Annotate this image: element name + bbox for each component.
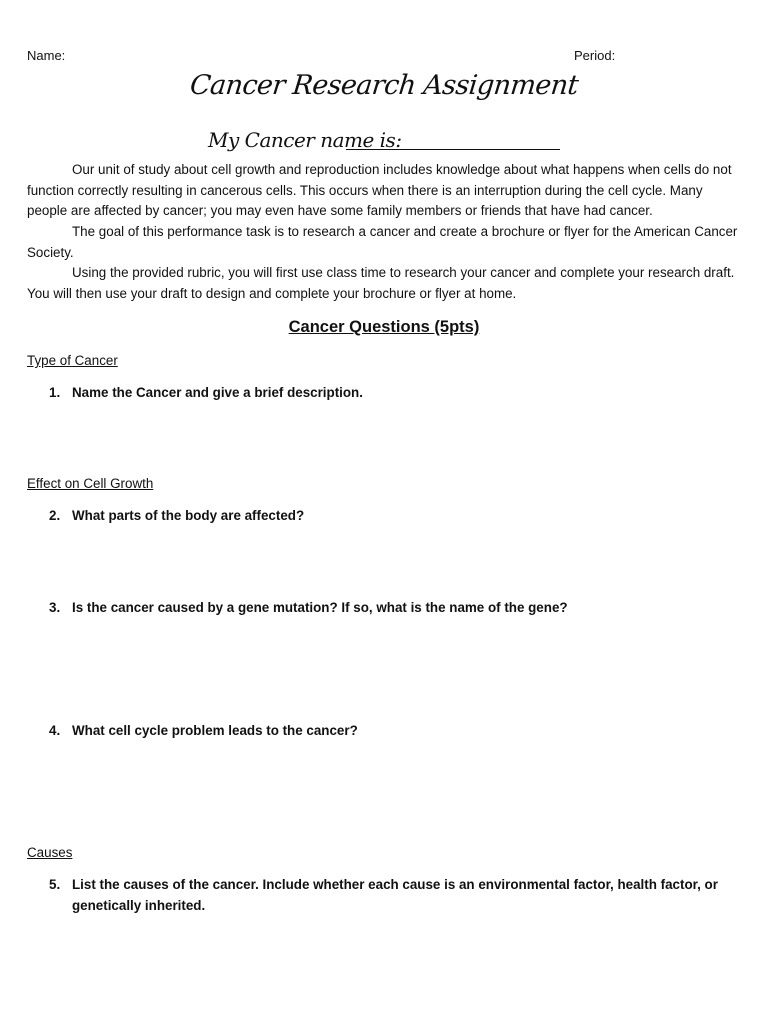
cancer-name-blank bbox=[346, 149, 560, 150]
name-label: Name: bbox=[27, 48, 66, 63]
period-label: Period: bbox=[574, 48, 616, 63]
section-type-of-cancer: Type of Cancer bbox=[27, 353, 118, 368]
question-number: 2. bbox=[49, 508, 61, 523]
question-number: 5. bbox=[49, 877, 61, 892]
questions-heading: Cancer Questions (5pts) bbox=[288, 318, 480, 336]
section-causes: Causes bbox=[27, 845, 73, 860]
question-text: What parts of the body are affected? bbox=[72, 508, 305, 523]
question-text: Is the cancer caused by a gene mutation? If so, what is the name of the gene? bbox=[72, 600, 568, 615]
question-number: 1. bbox=[49, 385, 61, 400]
question-text: List the causes of the cancer. Include whether each cause is an environmental factor, health factor, or genetically inherited. bbox=[72, 877, 718, 913]
question-1 bbox=[49, 382, 739, 403]
question-text: Name the Cancer and give a brief description. bbox=[72, 385, 363, 400]
question-number: 4. bbox=[49, 723, 61, 738]
cancer-name-label: My Cancer name is: bbox=[208, 128, 402, 152]
intro-paragraph-1: Our unit of study about cell growth and reproduction includes knowledge about what happens when cells do not function correctly resulting in cancerous cells. This occurs when there is an interruption during the cell cycle. Many people are affected by cancer; you may even have some family members or friends that have had cancer. bbox=[27, 162, 732, 218]
question-5 bbox=[49, 874, 739, 916]
intro-paragraph-2: The goal of this performance task is to research a cancer and create a brochure or flyer for the American Cancer Society. bbox=[27, 224, 738, 260]
question-2 bbox=[49, 505, 739, 526]
question-3 bbox=[49, 597, 739, 618]
question-4 bbox=[49, 720, 739, 741]
section-effect-on-cell-growth: Effect on Cell Growth bbox=[27, 476, 154, 491]
intro-paragraph-3: Using the provided rubric, you will first use class time to research your cancer and complete your research draft. You will then use your draft to design and complete your brochure or flyer at home. bbox=[27, 265, 735, 301]
question-text: What cell cycle problem leads to the cancer? bbox=[72, 723, 358, 738]
question-number: 3. bbox=[49, 600, 61, 615]
page-title: Cancer Research Assignment bbox=[188, 70, 580, 101]
